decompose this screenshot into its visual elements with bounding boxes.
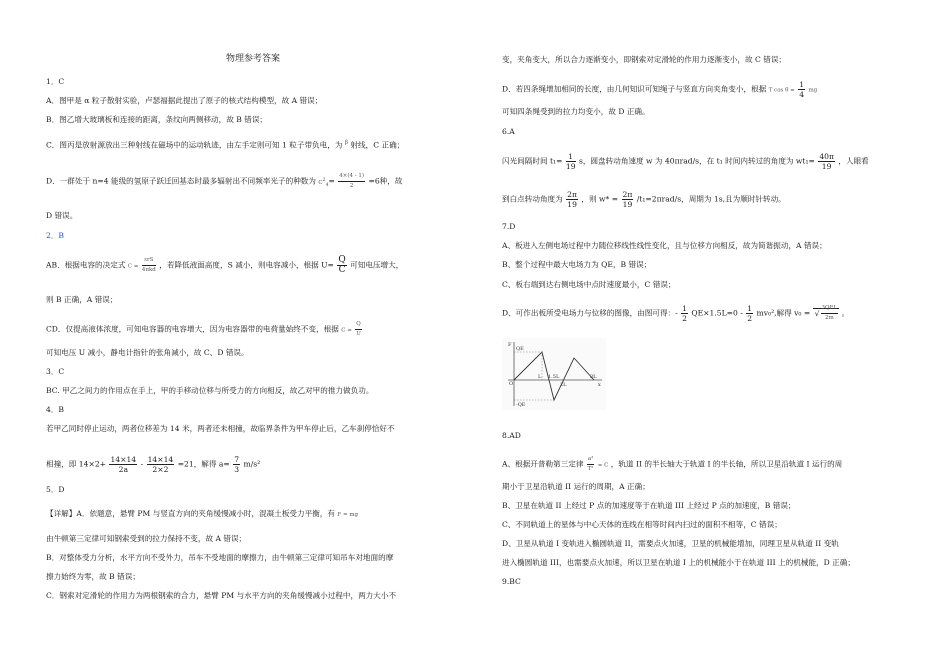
q7-c: C、板右端到达右侧电场中点时速度最小，C 错误； <box>502 280 676 289</box>
q7-fraction-1: $\frac{1}{2}$ <box>682 304 687 323</box>
q5-a: 【详解】A．依题意，悬臂 PM 与竖直方向的夹角缓慢减小时，混凝土板受力平衡，有 F = mg <box>46 509 359 518</box>
fig-l-label: L <box>538 374 542 380</box>
q1-d: D．一群处于 n=4 能级的氢原子跃迁回基态时最多辐射出不同频率光子的种数为 $C^2_4=$ $\frac{4\times(4 - 1)}{2}$ =6种，故 <box>46 173 403 189</box>
q8-d2: 进入椭圆轨道 III，也需要点火加速，所以卫星在轨道 I 上的机械能小于在轨道 III 上的机械能，D 正确； <box>502 558 855 567</box>
q7-a: A、板进入左侧电场过程中力随位移线性线性变化，且与位移方向相反，故为简谐振动，A 错误； <box>502 241 827 250</box>
q1-c <box>46 138 404 151</box>
q4-line1: 若甲乙同时停止运动，两者位移差为 14 米，两者还未相撞，故临界条件为甲车停止后，乙车刹停恰好不 <box>46 424 395 433</box>
fig-3l-label: 3L <box>590 374 597 380</box>
q8-d1: D、卫星从轨道 I 变轨进入椭圆轨道 II，需要点火加速，卫星的机械能增加，同理卫星从轨道 II 变轨 <box>502 539 839 548</box>
q1-d-text2: =6种，故 <box>368 176 403 186</box>
q5-b2: 擦力始终为零，故 B 错误； <box>46 572 140 581</box>
fig-negqe-label: -QE <box>516 402 526 408</box>
q4-head: 4．B <box>46 405 65 414</box>
q1-d-c: $C^2_4$ <box>318 177 329 188</box>
q5-a-formula: F = mg <box>337 512 359 518</box>
q2-ab: AB．根据电容的决定式 C = $\frac{\text{εrS}}{\text{4πkd}}$ ，若降低液面高度，S 减小，则电容减小，根据 U= $\frac{Q}{C}$ 可知电压增大， <box>46 255 404 275</box>
q2-head: 2．B <box>46 231 65 240</box>
q2-cd: CD．仅提高液体浓度，可知电容器的电容增大，因为电容器带的电荷量始终不变，根据 C = $\frac{Q}{U}$ <box>46 321 361 337</box>
q2-ab-fraction: $\frac{\text{εrS}}{\text{4πkd}}$ <box>141 257 156 273</box>
q4-fraction-1: $\frac{14\times 14}{2a}$ <box>110 455 137 474</box>
q5-c1: C．钢索对定滑轮的作用力为两根钢索的合力，悬臂 PM 与水平方向的夹角缓慢减小过程中，两力大小不 <box>46 591 397 600</box>
q7-sqrt: √ $\frac{\text{3QEL}}{2m}$ <box>814 305 838 321</box>
q3-head: 3．C <box>46 367 65 376</box>
fig-qe-label: QE <box>516 346 524 352</box>
q4-fraction-3: $\frac{7}{3}$ <box>234 455 240 474</box>
q6-line1: 闪光间隔时间 t₁= $\frac{1}{19}$ s，圆盘转动角速度 w 为 40πrad/s，在 t₁ 时间内转过的角度为 wt₁= $\frac{40\pi}{19}$ ，人眼看 <box>502 152 869 171</box>
q1-head: 1．C <box>46 77 65 86</box>
r-line2: D．若四条绳增加相同的长度，由几何知识可知绳子与竖直方向夹角变小，根据 T cos θ = $\frac{1}{4}$ mg <box>502 80 818 99</box>
q4-line2: 相撞，即 14×2+ $\frac{14\times 14}{2a}$ - $\frac{14\times 14}{2\times 2}$ =21，解得 a= $\frac{7}{3}$ m/s² <box>46 455 261 474</box>
q1-c-text: C．图丙是放射源放出三种射线在磁场中的运动轨迹，由左手定则可知 1 粒子带负电，为 <box>46 140 343 150</box>
q2-ab-qc-fraction: $\frac{Q}{C}$ <box>338 255 346 275</box>
q2-cd-fraction: $\frac{Q}{U}$ <box>356 321 361 337</box>
q1-b: B．图乙增大玻璃板和连接的距离，条纹向两侧移动，故 B 错误； <box>46 115 268 124</box>
q8-a-end: 期小于卫星沿轨道 II 运行的周期，A 正确； <box>502 482 650 491</box>
r-line1: 变，夹角变大，所以合力逐渐变小，即钢索对定滑轮的作用力逐渐变小，故 C 错误； <box>502 55 787 64</box>
fig-2l-label: 2L <box>560 382 567 388</box>
q6-fraction-1: $\frac{1}{19}$ <box>565 152 576 171</box>
q1-d-fraction: $\frac{4\times(4 - 1)}{2}$ <box>339 173 365 189</box>
q7-head: 7.D <box>502 222 516 231</box>
q6-fraction-3: $\frac{2\pi}{19}$ <box>567 190 577 209</box>
q1-d-end: D 错误。 <box>46 211 78 220</box>
q6-fraction-2: $\frac{40\pi}{19}$ <box>819 152 834 171</box>
q1-d-text: D．一群处于 n=4 能级的氢原子跃迁回基态时最多辐射出不同频率光子的种数为 <box>46 176 316 186</box>
q8-head: 8.AD <box>502 431 521 440</box>
fig-15l-label: 1.5L <box>548 374 560 380</box>
q9-head: 9.BC <box>502 577 521 586</box>
q4-fraction-2: $\frac{14\times 14}{2\times 2}$ <box>147 455 174 474</box>
q1-c-text2: 射线，C 正确； <box>350 140 405 150</box>
q3-bc: BC. 甲乙之间力的作用点在手上，甲的手移动位移与所受力的方向相反，故乙对甲的推力做负功。 <box>46 386 374 395</box>
q5-head: 5．D <box>46 485 65 494</box>
q7-fraction-2: $\frac{1}{2}$ <box>747 304 753 323</box>
q2-cd-end: 可知电压 U 减小，静电计指针的张角减小，故 C、D 错误。 <box>46 348 249 357</box>
q1-a: A．图甲是 α 粒子散射实验，卢瑟福据此提出了原子的核式结构模型，故 A 错误； <box>46 96 323 105</box>
q6-head: 6.A <box>502 127 515 136</box>
q8-a: A、根据开普勒第三定律 $\frac{\text{a³}}{\text{T²}}$ = C ，轨道 II 的半长轴大于轨道 I 的半长轴，所以卫星沿轨道 I 运行的周 <box>502 456 843 472</box>
q8-fraction: $\frac{\text{a³}}{\text{T²}}$ <box>587 456 594 472</box>
q6-fraction-4: $\frac{2\pi}{19}$ <box>622 190 633 209</box>
fig-x-label: x <box>598 382 601 388</box>
q7-b: B、整个过程中最大电场力为 QE，B 错误； <box>502 260 652 269</box>
fig-f-label: F <box>508 342 512 348</box>
q5-b1: B．对整体受力分析，水平方向不受外力，吊车不受地面的摩擦力，由牛顿第三定律可知吊车对地面的摩 <box>46 553 394 562</box>
q6-line2: 到白点转动角度为 $\frac{2\pi}{19}$ ，则 w* = $\frac{2\pi}{19}$ /t₁=2πrad/s，周期为 1s,且为顺时针转动。 <box>502 190 786 209</box>
q5-a-end: 由牛顿第三定律可知钢索受到的拉力保持不变，故 A 错误； <box>46 534 247 543</box>
page-title: 物理参考答案 <box>226 54 281 64</box>
r-fraction: $\frac{1}{4}$ <box>799 80 805 99</box>
q2-ab-end: 则 B 正确，A 错误； <box>46 295 118 304</box>
fig-origin-label: O <box>509 381 514 387</box>
q8-c: C、不同轨道上的星体与中心天体的连线在相等时间内扫过的面积不相等，C 错误； <box>502 520 782 529</box>
q7-d: D、可作出板所受电场力与位移的图像，由图可得：- $\frac{1}{2}$ QE×1.5L=0 - $\frac{1}{2}$ mv₀²,解得 v₀ = √ $\frac{\text{3QEL}}{2m}$ 。 <box>502 304 850 323</box>
q1-c-beta: β <box>344 140 349 146</box>
q2-ab-cformula: C = <box>127 263 139 270</box>
r-line3: 可知四条绳受到的拉力均变小，故 D 正确。 <box>502 107 650 116</box>
force-displacement-graph <box>502 338 606 410</box>
q8-b: B、卫星在轨道 II 上经过 P 点的加速度等于在轨道 III 上经过 P 点的加速度，B 错误； <box>502 501 796 510</box>
